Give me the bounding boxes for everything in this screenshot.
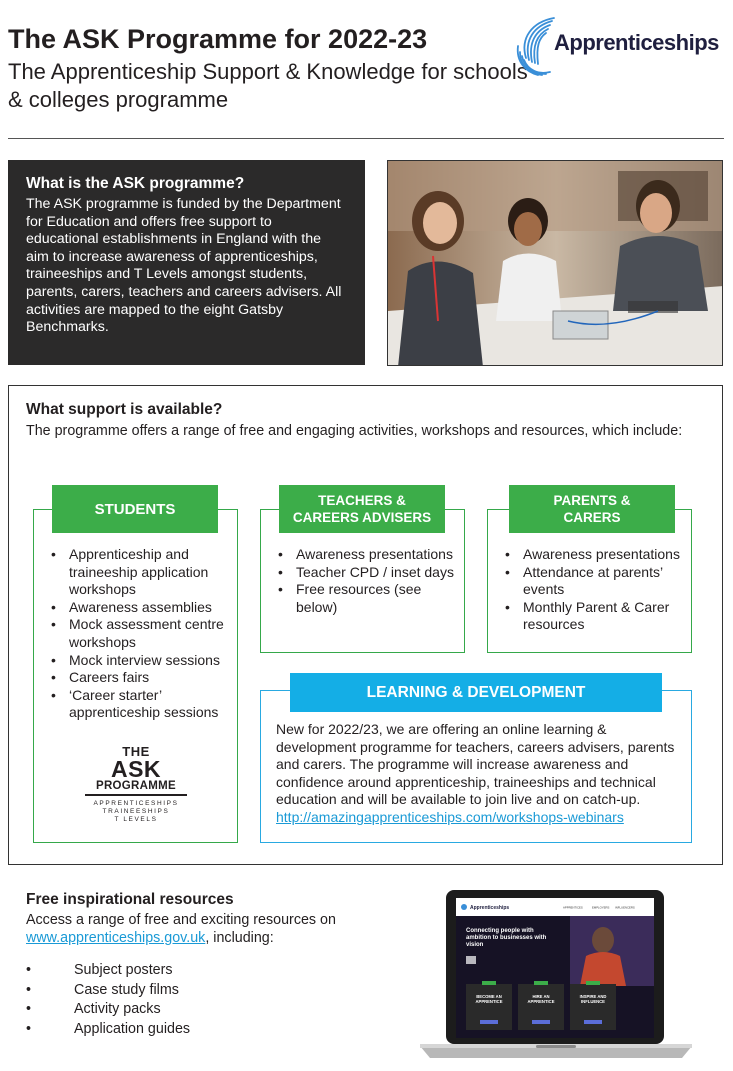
list-item: • Awareness presentations — [275, 546, 460, 564]
laptop-illustration — [420, 888, 692, 1060]
resources-body — [26, 911, 386, 947]
teachers-list — [275, 546, 460, 616]
classroom-photo — [387, 160, 723, 366]
swirl-logo-icon — [510, 12, 560, 78]
list-item: • Attendance at parents’ events — [502, 564, 692, 599]
apprenticeships-gov-link[interactable]: www.apprenticeships.gov.uk — [26, 930, 206, 946]
support-heading: What support is available? — [26, 401, 223, 418]
list-item: • Case study films — [26, 981, 346, 1001]
list-item: • Apprenticeship and traineeship application workshops — [48, 546, 228, 599]
list-item: • Monthly Parent & Carer resources — [502, 599, 692, 634]
students-list — [48, 546, 228, 722]
list-item: • Mock assessment centre workshops — [48, 616, 228, 651]
workshops-webinars-link[interactable]: http://amazingapprenticeships.com/workshops-webinars — [276, 808, 624, 825]
teachers-header — [279, 485, 445, 533]
list-item: • Application guides — [26, 1020, 346, 1040]
header-divider — [8, 138, 724, 139]
laptop-nav-item: APPRENTICES — [563, 905, 583, 910]
list-item: • Careers fairs — [48, 669, 228, 687]
parents-header — [509, 485, 675, 533]
list-item: • Mock interview sessions — [48, 652, 228, 670]
ask-logo-programme: PROGRAMME — [85, 780, 187, 796]
svg-text:HIRE ANAPPRENTICE: HIRE AN APPRENTICE — [527, 994, 555, 1004]
intro-panel — [8, 160, 365, 365]
apprenticeships-logo — [510, 12, 726, 78]
parents-header-line2: CARERS — [563, 510, 621, 525]
learning-development-header: LEARNING & DEVELOPMENT — [290, 673, 662, 712]
learning-development-body — [276, 721, 681, 827]
resources-list — [26, 961, 346, 1039]
classroom-photo-illustration — [388, 161, 723, 366]
ask-logo-the: THE — [122, 744, 150, 759]
svg-text:BECOME ANAPPRENTICE: BECOME AN APPRENTICE — [475, 994, 503, 1004]
learning-development-text: New for 2022/23, we are offering an online learning & development programme for teachers, careers advisers, parents and carers. The programme will increase awareness and confidence around apprenticeship, traineeships and technical education and will be available to join live and on catch-up. — [276, 721, 675, 808]
list-item: • Activity packs — [26, 1000, 346, 1020]
logo-text: Apprenticeships — [554, 30, 719, 55]
support-intro: The programme offers a range of free and engaging activities, workshops and resources, which include: — [26, 423, 683, 439]
laptop-nav-item: INFLUENCERS — [615, 905, 635, 910]
svg-text:INSPIRE ANDINFLUENCE: INSPIRE AND INFLUENCE — [579, 994, 607, 1004]
students-header: STUDENTS — [52, 485, 218, 533]
ask-logo-line3: T LEVELS — [114, 816, 158, 823]
page-title: The ASK Programme for 2022-23 — [8, 24, 428, 54]
list-item: • Awareness assemblies — [48, 599, 228, 617]
ask-logo-ask: ASK — [110, 756, 162, 782]
intro-body: The ASK programme is funded by the Department for Education and offers free support to educational establishments in England with the aim to increase awareness of apprenticeships, traineeships and T Levels amongst students, parents, carers, teachers and careers advisers. All activities are mapped to the eight Gatsby Benchmarks. — [26, 196, 342, 336]
list-item: • Free resources (see below) — [275, 581, 460, 616]
resources-body-suffix: , including: — [205, 930, 274, 946]
laptop-image — [420, 888, 692, 1060]
ask-programme-logo — [85, 745, 187, 825]
laptop-hero-text: Connecting people with ambition to businesses with vision — [466, 928, 547, 948]
laptop-site-name: Apprenticeships — [470, 905, 510, 911]
list-item: • Awareness presentations — [502, 546, 692, 564]
resources-body-prefix: Access a range of free and exciting resources on — [26, 912, 336, 928]
teachers-header-line1: TEACHERS & — [318, 493, 406, 508]
list-item: • ‘Career starter’ apprenticeship sessions — [48, 687, 228, 722]
ask-logo-line2: TRAINEESHIPS — [102, 808, 170, 815]
list-item: • Teacher CPD / inset days — [275, 564, 460, 582]
teachers-header-line2: CAREERS ADVISERS — [292, 510, 432, 525]
parents-list — [502, 546, 692, 634]
ask-logo-line1: APPRENTICESHIPS — [93, 800, 179, 807]
parents-header-line1: PARENTS & — [553, 493, 631, 508]
intro-heading: What is the ASK programme? — [26, 175, 245, 192]
resources-heading: Free inspirational resources — [26, 891, 234, 908]
list-item: • Subject posters — [26, 961, 346, 981]
page-subtitle: The Apprenticeship Support & Knowledge for schools & colleges programme — [8, 59, 528, 112]
laptop-nav-item: EMPLOYERS — [592, 905, 610, 910]
